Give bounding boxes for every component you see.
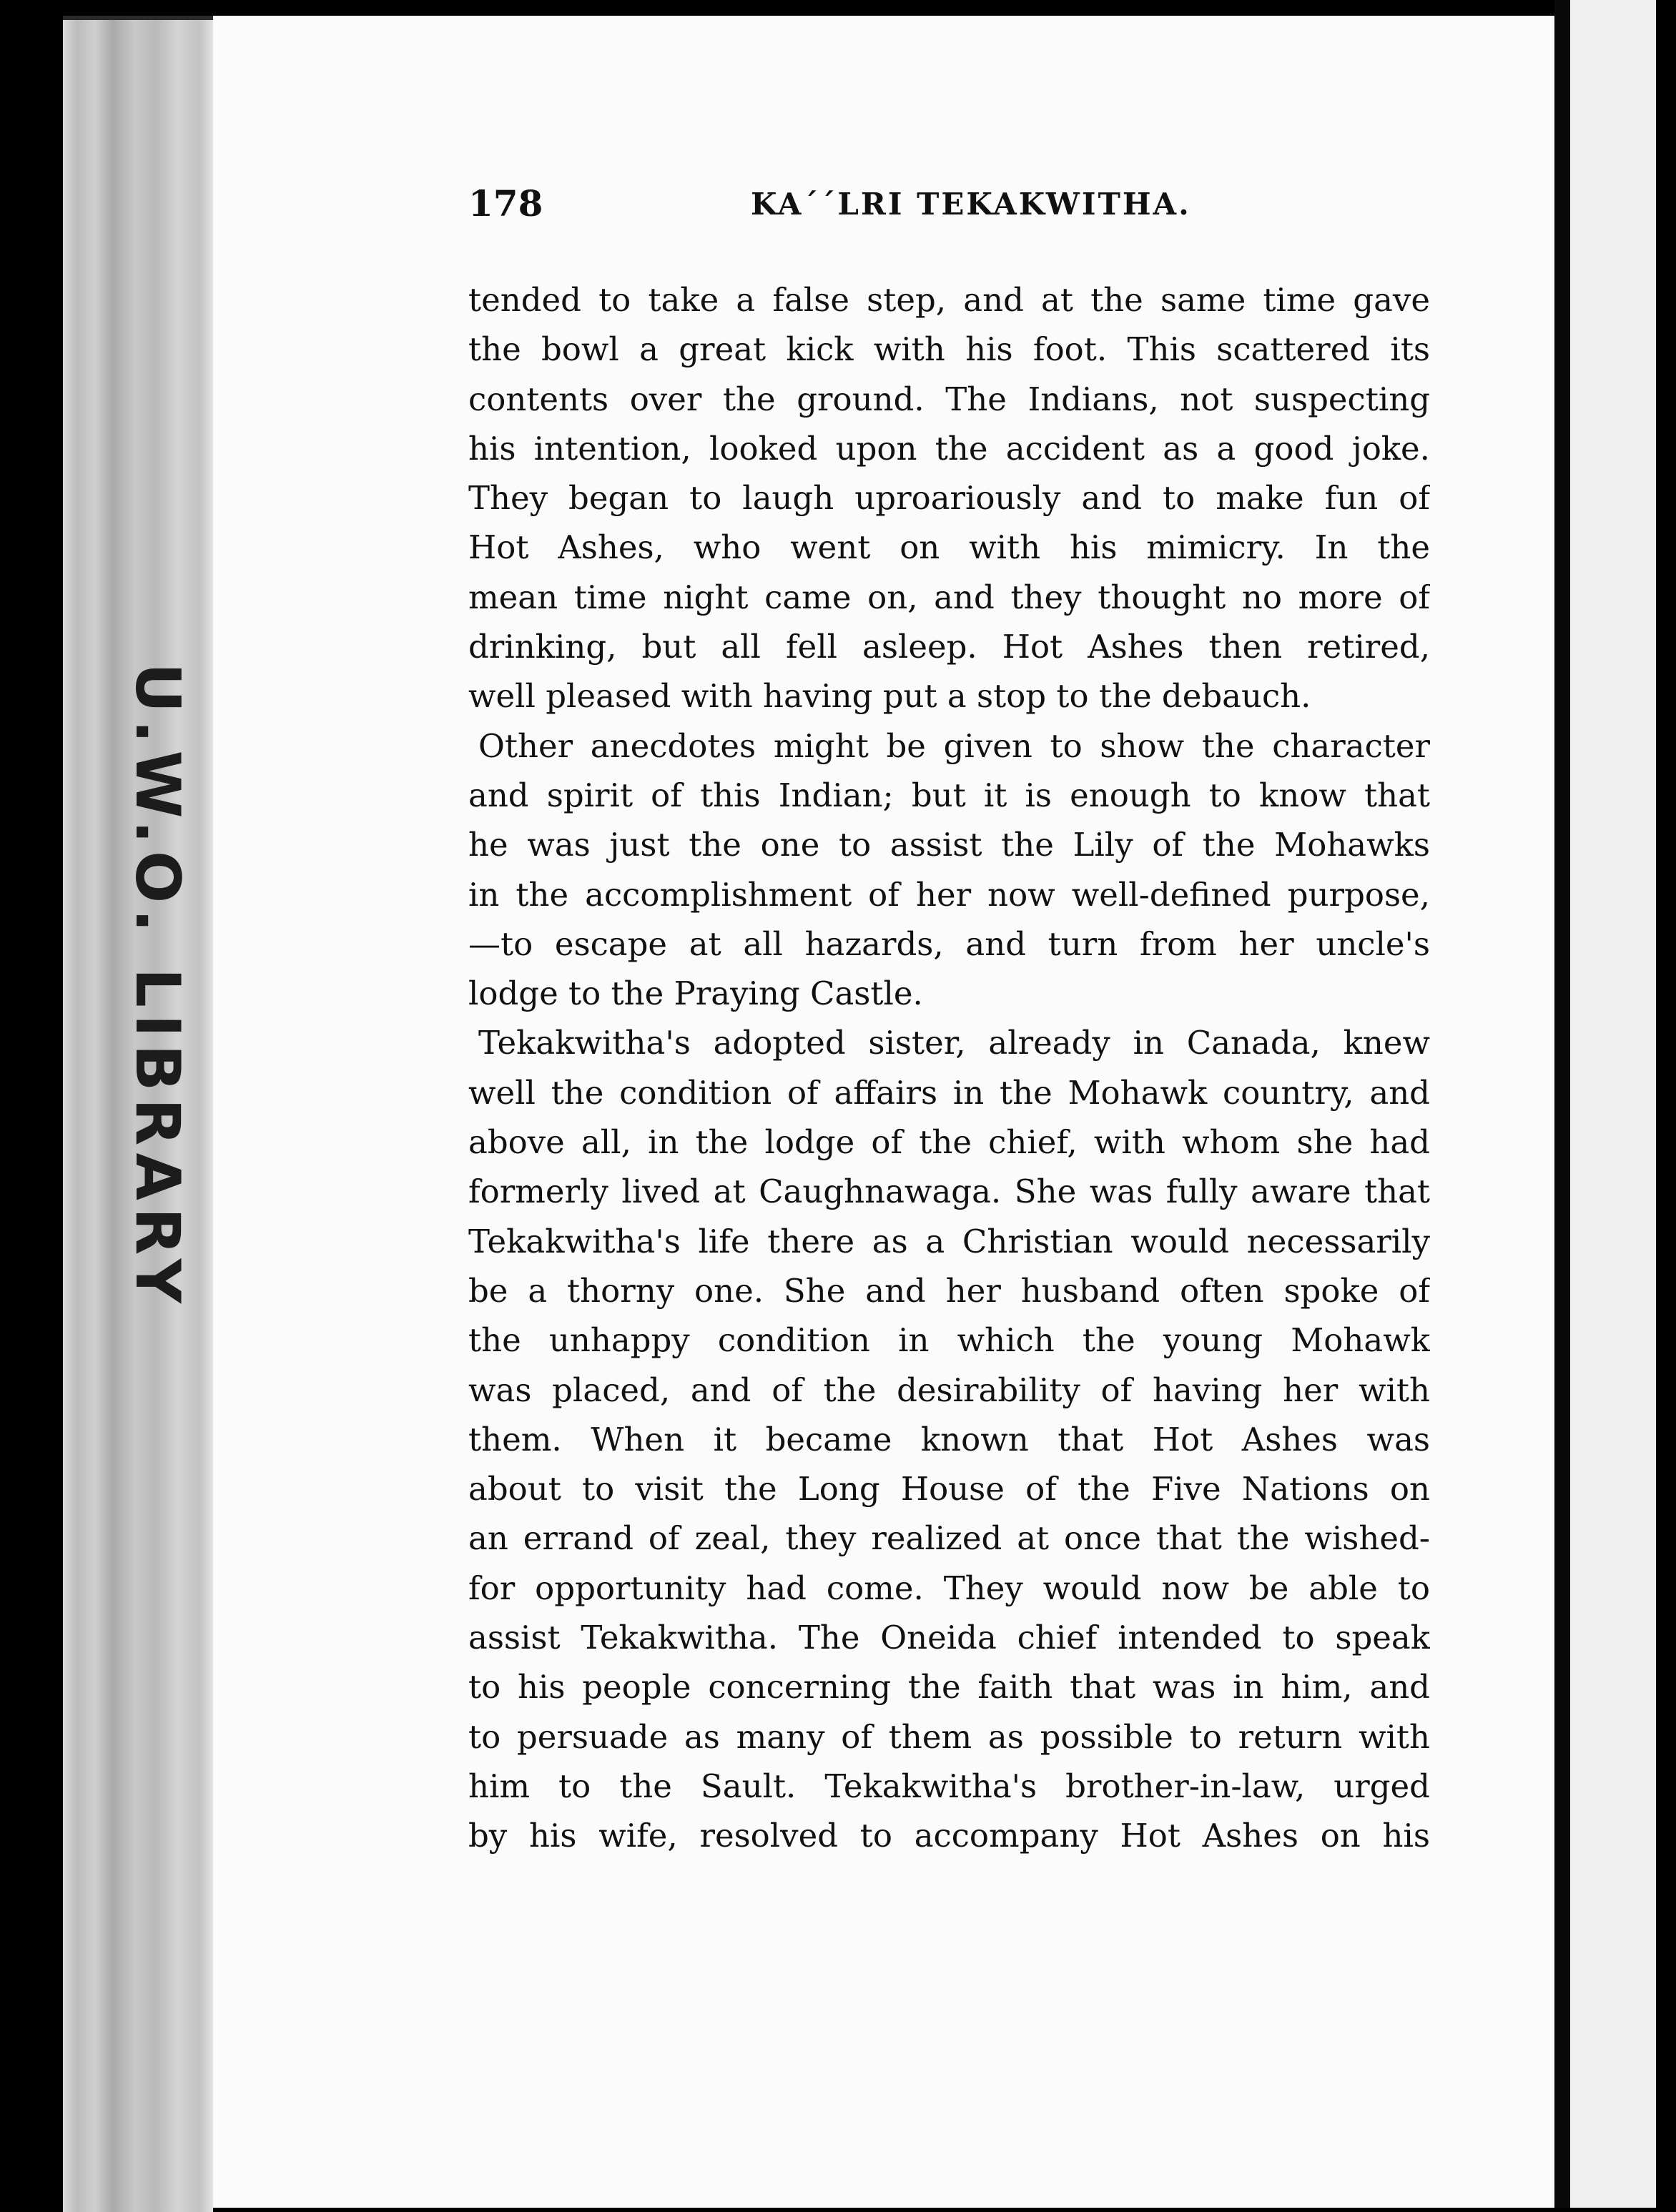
text-line: be a thorny one. She and her husband often spoke of <box>468 1271 1430 1310</box>
text-line: They began to laugh uproariously and to make fun of <box>468 479 1430 518</box>
text-line: was placed, and of the desirability of having her with <box>468 1371 1430 1409</box>
text-line: contents over the ground. The Indians, not suspecting <box>468 380 1430 418</box>
text-line: them. When it became known that Hot Ashes was <box>468 1420 1430 1458</box>
text-line: about to visit the Long House of the Five Nations on <box>468 1470 1430 1509</box>
text-line: well the condition of affairs in the Mohawk country, and <box>468 1073 1430 1112</box>
text-line: drinking, but all fell asleep. Hot Ashes then retired, <box>468 628 1430 666</box>
text-line: to his people concerning the faith that was in him, and <box>468 1668 1430 1707</box>
text-line: he was just the one to assist the Lily of the Mohawks <box>468 826 1430 864</box>
page-header <box>468 182 1430 240</box>
text-line: above all, in the lodge of the chief, with whom she had <box>468 1123 1430 1162</box>
text-line: Hot Ashes, who went on with his mimicry. In the <box>468 528 1430 567</box>
paragraph <box>468 275 1430 721</box>
paragraph <box>468 1018 1430 1860</box>
text-line: Tekakwitha's adopted sister, already in Canada, knew <box>478 1024 1430 1062</box>
text-line: his intention, looked upon the accident as a good joke. <box>468 429 1430 468</box>
text-line: —to escape at all hazards, and turn from her uncle's <box>468 924 1430 963</box>
text-line: in the accomplishment of her now well-defined purpose, <box>468 875 1430 914</box>
text-line: to persuade as many of them as possible to return with <box>468 1717 1430 1756</box>
text-line: and spirit of this Indian; but it is enough to know that <box>468 776 1430 814</box>
text-line: tended to take a false step, and at the same time gave <box>468 281 1430 319</box>
text-line: Other anecdotes might be given to show the character <box>478 726 1430 765</box>
text-line: formerly lived at Caughnawaga. She was fully aware that <box>468 1172 1430 1211</box>
paragraph <box>468 721 1430 1019</box>
text-line: assist Tekakwitha. The Oneida chief intended to speak <box>468 1619 1430 1657</box>
text-line: the unhappy condition in which the young Mohawk <box>468 1321 1430 1360</box>
running-head: KA´´LRI TEKAKWITHA. <box>751 187 1191 222</box>
text-line: well pleased with having put a stop to the debauch. <box>468 677 1311 716</box>
page-number: 178 <box>468 182 543 224</box>
text-line: lodge to the Praying Castle. <box>468 974 923 1013</box>
body-text <box>468 275 1430 1861</box>
text-line: an errand of zeal, they realized at once that the wished- <box>468 1519 1430 1558</box>
scan-top-border <box>0 0 1676 16</box>
text-line: the bowl a great kick with his foot. This scattered its <box>468 330 1430 369</box>
library-stamp <box>107 663 207 1310</box>
text-line: him to the Sault. Tekakwitha's brother-in-law, urged <box>468 1767 1430 1805</box>
text-line: by his wife, resolved to accompany Hot Ashes on his <box>468 1817 1430 1855</box>
adjacent-page-strip <box>1570 0 1656 2208</box>
text-line: for opportunity had come. They would now be able to <box>468 1569 1430 1607</box>
text-line: mean time night came on, and they thought no more of <box>468 578 1430 616</box>
text-line: Tekakwitha's life there as a Christian would necessarily <box>468 1222 1430 1260</box>
page-gutter-shadow <box>1554 0 1570 2208</box>
library-stamp-text: U.W.O. LIBRARY <box>122 663 193 1310</box>
